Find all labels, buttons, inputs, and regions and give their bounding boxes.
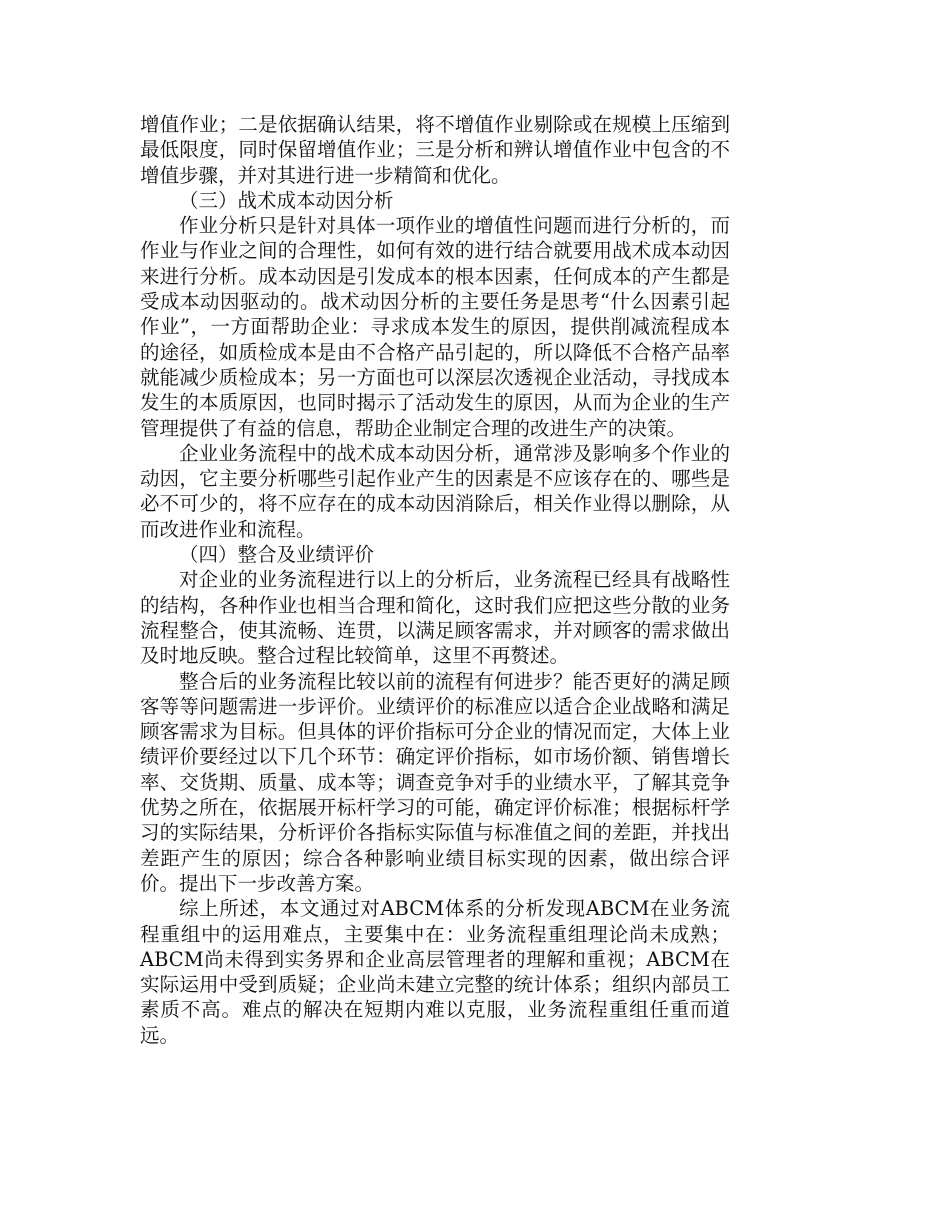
paragraph-3: 企业业务流程中的战术成本动因分析，通常涉及影响多个作业的动因，它主要分析哪些引起作业产生的因素是不应该存在的、哪些是必不可少的，将不应存在的成本动因消除后，相关作业得以删除，从而改进作业和流程。 — [140, 441, 730, 541]
paragraph-4: 对企业的业务流程进行以上的分析后，业务流程已经具有战略性的结构，各种作业也相当合理和简化，这时我们应把这些分散的业务流程整合，使其流畅、连贯，以满足顾客需求，并对顾客的需求做出及时地反映。整合过程比较简单，这里不再赘述。 — [140, 568, 730, 668]
paragraph-5: 整合后的业务流程比较以前的流程有何进步？能否更好的满足顾客等等问题需进一步评价。业绩评价的标准应以适合企业战略和满足顾客需求为目标。但具体的评价指标可分企业的情况而定，大体上业绩评价要经过以下几个环节：确定评价指标，如市场价额、销售增长率、交货期、质量、成本等；调查竞争对手的业绩水平，了解其竞争优势之所在，依据展开标杆学习的可能，确定评价标准；根据标杆学习的实际结果，分析评价各指标实际值与标准值之间的差距，并找出差距产生的原因；综合各种影响业绩目标实现的因素，做出综合评价。提出下一步改善方案。 — [140, 669, 730, 895]
section-heading-3: （三）战术成本动因分析 — [179, 188, 394, 212]
paragraph-2: 作业分析只是针对具体一项作业的增值性问题而进行分析的，而作业与作业之间的合理性，如何有效的进行结合就要用战术成本动因来进行分析。成本动因是引发成本的根本因素，任何成本的产生都是受成本动因驱动的。战术动因分析的主要任务是思考“什么因素引起作业”，一方面帮助企业：寻求成本发生的原因，提供削减流程成本的途径，如质检成本是由不合格产品引起的，所以降低不合格产品率就能减少质检成本；另一方面也可以深层次透视企业活动，寻找成本发生的本质原因，也同时揭示了活动发生的原因，从而为企业的生产管理提供了有益的信息，帮助企业制定合理的改进生产的决策。 — [140, 214, 730, 440]
paragraph-1: 增值作业；二是依据确认结果，将不增值作业剔除或在规模上压缩到最低限度，同时保留增值作业；三是分析和辨认增值作业中包含的不增值步骤，并对其进行进一步精简和优化。 — [140, 113, 730, 187]
document-page — [140, 112, 730, 1048]
section-heading-4: （四）整合及业绩评价 — [179, 543, 375, 567]
paragraph-conclusion: 综上所述，本文通过对ABCM体系的分析发现ABCM在业务流程重组中的运用难点，主要集中在：业务流程重组理论尚未成熟；ABCM尚未得到实务界和企业高层管理者的理解和重视；ABCM在实际运用中受到质疑；企业尚未建立完整的统计体系；组织内部员工素质不高。难点的解决在短期内难以克服，业务流程重组任重而道远。 — [140, 897, 730, 1047]
